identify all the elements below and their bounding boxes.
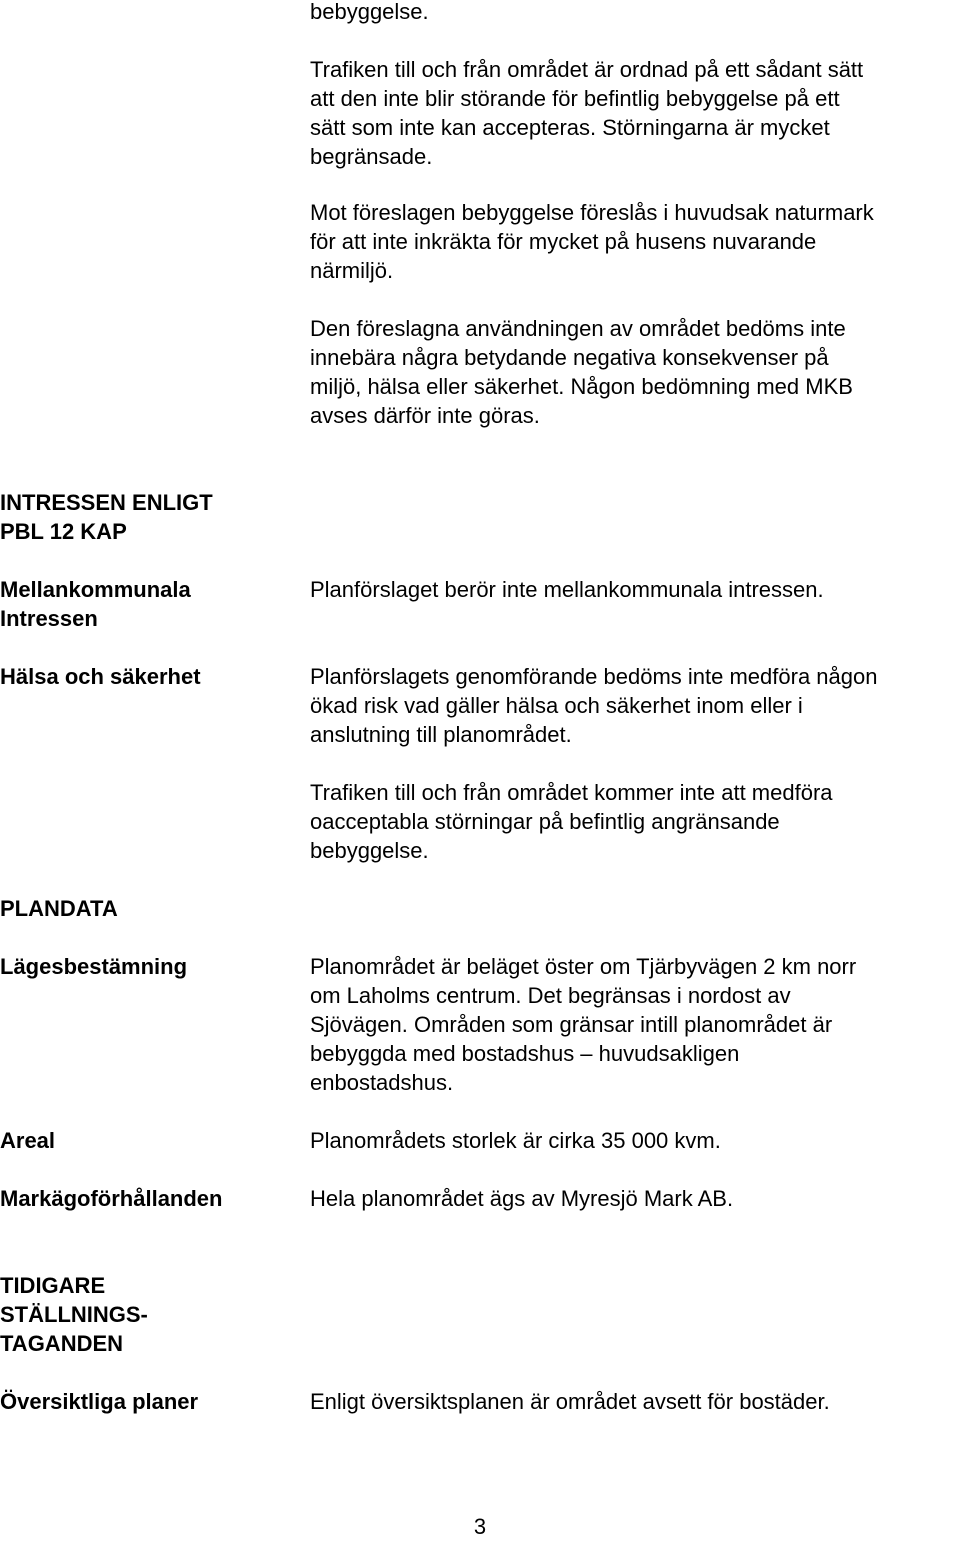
text-line: Planområdets storlek är cirka 35 000 kvm. — [310, 1128, 721, 1153]
text-mellankommunala — [310, 575, 960, 604]
section-heading-intressen — [0, 488, 290, 546]
heading-line: PBL 12 KAP — [0, 519, 127, 544]
paragraph-naturmark — [310, 198, 960, 285]
label-markagoforhallanden — [0, 1184, 290, 1213]
text-line: Hela planområdet ägs av Myresjö Mark AB. — [310, 1186, 734, 1211]
text-line: bebyggda med bostadshus – huvudsakligen — [310, 1041, 740, 1066]
text-line: bebyggelse. — [310, 838, 429, 863]
text-line: miljö, hälsa eller säkerhet. Någon bedömning med MKB — [310, 374, 853, 399]
label-halsa-sakerhet — [0, 662, 290, 691]
label-areal — [0, 1126, 290, 1155]
label-lagesbestamning — [0, 952, 290, 981]
text-halsa-risk — [310, 662, 960, 749]
text-line: närmiljö. — [310, 258, 394, 283]
continuation-text — [310, 0, 960, 26]
text-line: Sjövägen. Områden som gränsar intill planområdet är — [310, 1012, 833, 1037]
text-line: Trafiken till och från området kommer inte att medföra — [310, 780, 833, 805]
text-line: avses därför inte göras. — [310, 403, 540, 428]
heading-line: TIDIGARE — [0, 1273, 106, 1298]
heading-line: STÄLLNINGS- — [0, 1302, 148, 1327]
section-heading-tidigare — [0, 1271, 290, 1358]
text-line: sätt som inte kan accepteras. Störningarna är mycket — [310, 115, 830, 140]
label-line: Mellankommunala — [0, 577, 191, 602]
section-heading-plandata — [0, 894, 290, 923]
label-line: Areal — [0, 1128, 56, 1153]
label-line: Markägoförhållanden — [0, 1186, 223, 1211]
text-line: Planområdet är beläget öster om Tjärbyvägen 2 km norr — [310, 954, 857, 979]
heading-line: TAGANDEN — [0, 1331, 124, 1356]
text-line: Trafiken till och från området är ordnad på ett sådant sätt — [310, 57, 864, 82]
text-markagoforhallanden — [310, 1184, 960, 1213]
label-mellankommunala — [0, 575, 290, 633]
label-line: Lägesbestämning — [0, 954, 188, 979]
text-line: för att inte inkräkta för mycket på husens nuvarande — [310, 229, 817, 254]
label-oversiktliga-planer — [0, 1387, 290, 1416]
text-line: oacceptabla störningar på befintlig angränsande — [310, 809, 780, 834]
text-areal — [310, 1126, 960, 1155]
text-line: Enligt översiktsplanen är området avsett för bostäder. — [310, 1389, 830, 1414]
text-lagesbestamning — [310, 952, 960, 1097]
text-line: Den föreslagna användningen av området bedöms inte — [310, 316, 846, 341]
label-line: Hälsa och säkerhet — [0, 664, 201, 689]
text-line: om Laholms centrum. Det begränsas i nordost av — [310, 983, 791, 1008]
text-oversiktliga-planer — [310, 1387, 960, 1416]
label-line: Intressen — [0, 606, 98, 631]
label-line: Översiktliga planer — [0, 1389, 199, 1414]
heading-line: PLANDATA — [0, 896, 118, 921]
text-line: Mot föreslagen bebyggelse föreslås i huvudsak naturmark — [310, 200, 874, 225]
text-line: innebära några betydande negativa konsekvenser på — [310, 345, 829, 370]
text-halsa-trafik — [310, 778, 960, 865]
text-line: anslutning till planområdet. — [310, 722, 572, 747]
paragraph-mkb — [310, 314, 960, 430]
text-line: ökad risk vad gäller hälsa och säkerhet inom eller i — [310, 693, 803, 718]
text-line: Planförslaget berör inte mellankommunala intressen. — [310, 577, 824, 602]
paragraph-traffic — [310, 55, 960, 171]
text-line: begränsade. — [310, 144, 433, 169]
text-line: Planförslagets genomförande bedöms inte medföra någon — [310, 664, 878, 689]
page-number: 3 — [473, 1514, 487, 1539]
text-line: att den inte blir störande för befintlig bebyggelse på ett — [310, 86, 840, 111]
text-line: bebyggelse. — [310, 0, 429, 24]
text-line: enbostadshus. — [310, 1070, 454, 1095]
heading-line: INTRESSEN ENLIGT — [0, 490, 213, 515]
